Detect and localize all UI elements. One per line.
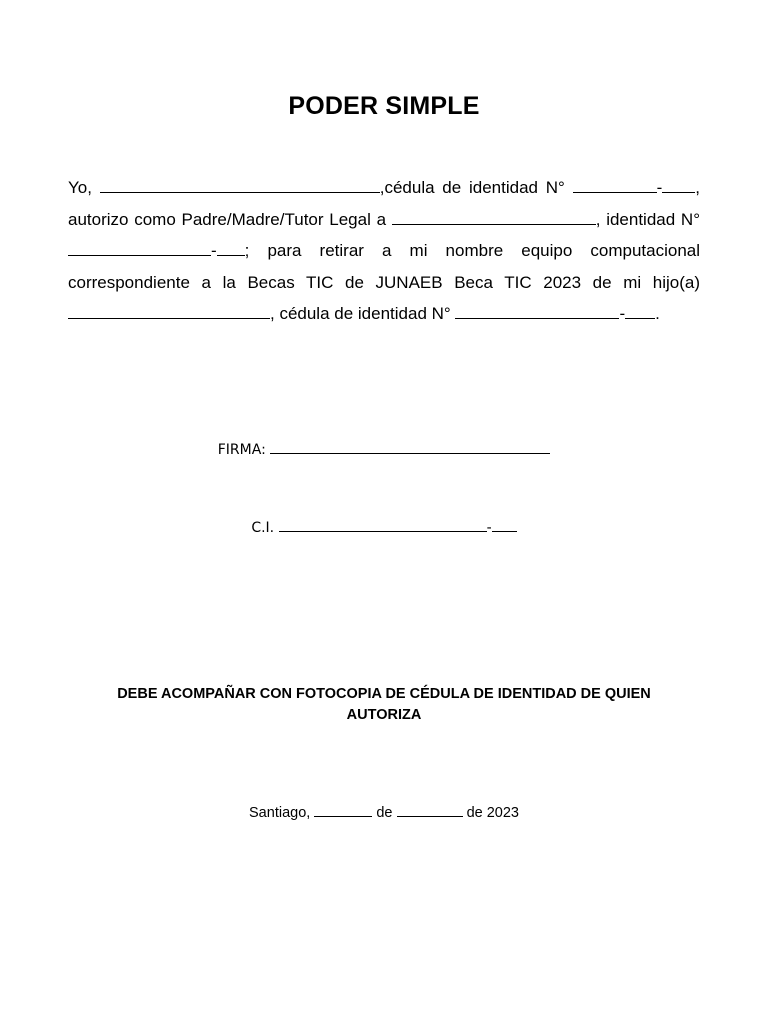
ci-line [0,518,768,536]
text-yo: Yo, [68,178,92,197]
ci-label: C.I. [251,520,275,536]
month-blank[interactable] [397,803,463,817]
grantor-id-digit-blank[interactable] [662,175,695,193]
ci-digit-blank[interactable] [492,518,517,532]
child-name-blank[interactable] [68,301,270,319]
de-label-1: de [376,805,393,821]
grantor-name-blank[interactable] [100,175,380,193]
text-comma-1: , [695,178,700,197]
ci-number-blank[interactable] [279,518,487,532]
date-line [0,803,768,821]
ci-dash: - [486,520,492,536]
text-period: . [655,304,660,323]
text-cedula-1: ,cédula de identidad N° [379,178,565,197]
proxy-name-blank[interactable] [392,207,596,225]
text-dash-1: - [656,178,663,197]
proxy-id-blank[interactable] [68,238,211,256]
text-para-retirar: ; para retirar a mi nombre equipo computacional correspondiente a la Becas TIC de JUNAEB Beca TIC 2023 de mi hijo(a) [68,241,700,292]
notice-line-1: DEBE ACOMPAÑAR CON FOTOCOPIA DE CÉDULA DE IDENTIDAD DE QUIEN [117,686,651,702]
text-dash-2: - [211,241,217,260]
text-identidad: , identidad N° [595,209,700,229]
authorization-paragraph [68,172,700,330]
city-label: Santiago, [249,805,311,821]
photocopy-notice [0,684,768,726]
grantor-id-blank[interactable] [573,175,657,193]
proxy-id-digit-blank[interactable] [217,238,245,256]
text-autorizo: autorizo como Padre/Madre/Tutor Legal a [68,209,387,229]
notice-line-2: AUTORIZA [346,707,422,723]
text-cedula-2: , cédula de identidad N° [270,304,451,323]
day-blank[interactable] [314,803,372,817]
year-label: de 2023 [466,805,519,821]
signature-blank[interactable] [270,440,550,454]
child-id-digit-blank[interactable] [625,301,655,319]
signature-line [0,440,768,458]
firma-label: FIRMA: [217,442,266,458]
child-id-blank[interactable] [455,301,619,319]
text-dash-3: - [619,304,626,323]
document-title: PODER SIMPLE [288,92,480,120]
